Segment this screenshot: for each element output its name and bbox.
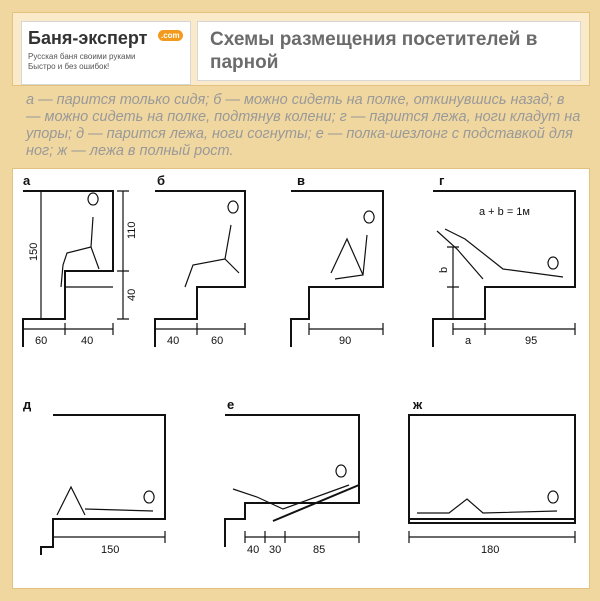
scheme-d-dim-bottom (53, 531, 165, 543)
header (12, 12, 590, 86)
logo-tagline-2: Быстро и без ошибок! (28, 62, 110, 71)
logo-tagline (28, 52, 178, 72)
scheme-a-outline (23, 191, 113, 347)
logo-domain-badge: .com (158, 30, 183, 41)
scheme-v-letter: в (297, 173, 305, 188)
scheme-e-dim-support: 30 (269, 544, 282, 556)
scheme-zh-dim-bottom (409, 531, 575, 543)
scheme-v-dim-seat: 90 (339, 335, 352, 347)
diagram-panel (12, 168, 590, 589)
steam-room-schemes (13, 169, 589, 588)
scheme-v-dim-bottom (309, 323, 383, 335)
scheme-g-dim-bottom (453, 323, 575, 335)
scheme-a-dim-bottom (23, 323, 113, 335)
scheme-e-letter: е (227, 397, 235, 412)
scheme-d-letter: д (23, 397, 32, 412)
scheme-e (225, 415, 359, 547)
scheme-a-dim-seat: 60 (35, 335, 48, 347)
scheme-g-letter: г (439, 173, 445, 188)
logo-name: Баня-эксперт (28, 28, 148, 48)
scheme-g-dim-b: b (438, 266, 450, 273)
scheme-a-dim-step: 40 (81, 335, 94, 347)
scheme-d (41, 415, 165, 555)
scheme-d-dim-shelf: 150 (101, 544, 120, 556)
scheme-zh-outline (409, 415, 575, 523)
scheme-a-dim-upper: 110 (126, 221, 138, 239)
scheme-g-dim-a: a (465, 335, 472, 347)
logo-tagline-1: Русская баня своими руками (28, 52, 136, 61)
scheme-v (291, 191, 383, 347)
scheme-zh-person (417, 491, 558, 513)
scheme-b-outline (155, 191, 245, 347)
scheme-d-person (57, 487, 154, 515)
scheme-v-outline (291, 191, 383, 347)
site-logo[interactable] (21, 21, 191, 85)
scheme-a-person (61, 193, 99, 287)
scheme-g-dim-shelf: 95 (525, 335, 538, 347)
scheme-a-dim-lower: 40 (126, 288, 138, 301)
scheme-d-outline (41, 415, 165, 555)
scheme-b-dim-bottom (155, 323, 245, 335)
page-title: Схемы размещения посетителей в парной (197, 21, 581, 81)
scheme-a-letter: а (23, 173, 31, 188)
scheme-zh-letter: ж (413, 397, 423, 412)
scheme-a-dim-total: 150 (28, 242, 40, 261)
scheme-zh (409, 415, 575, 543)
scheme-b (155, 191, 245, 347)
diagram-caption: а — парится только сидя; б — можно сидеть на полке, откинувшись назад; в — можно сидеть на полке, подтянув колени; г — парится лежа, ноги кладут на упоры; д — парится лежа, ноги согнуты; е — полка-шезлонг с подставкой для ног; ж — лежа в полный рост. (26, 92, 581, 159)
scheme-e-outline (225, 415, 359, 547)
scheme-g-person (437, 229, 563, 279)
scheme-e-dim-shelf: 85 (313, 544, 326, 556)
scheme-v-person (331, 211, 374, 279)
scheme-g-dim-b (447, 247, 459, 319)
scheme-e-dim-step: 40 (247, 544, 260, 556)
scheme-b-dim-seat: 60 (211, 335, 224, 347)
scheme-b-person (185, 201, 239, 287)
scheme-b-letter: б (157, 173, 166, 188)
scheme-a (23, 191, 129, 347)
scheme-zh-dim-shelf: 180 (481, 544, 500, 556)
scheme-b-dim-step: 40 (167, 335, 180, 347)
scheme-e-dim-bottom (245, 531, 359, 543)
scheme-g-formula: a + b = 1м (479, 206, 530, 218)
